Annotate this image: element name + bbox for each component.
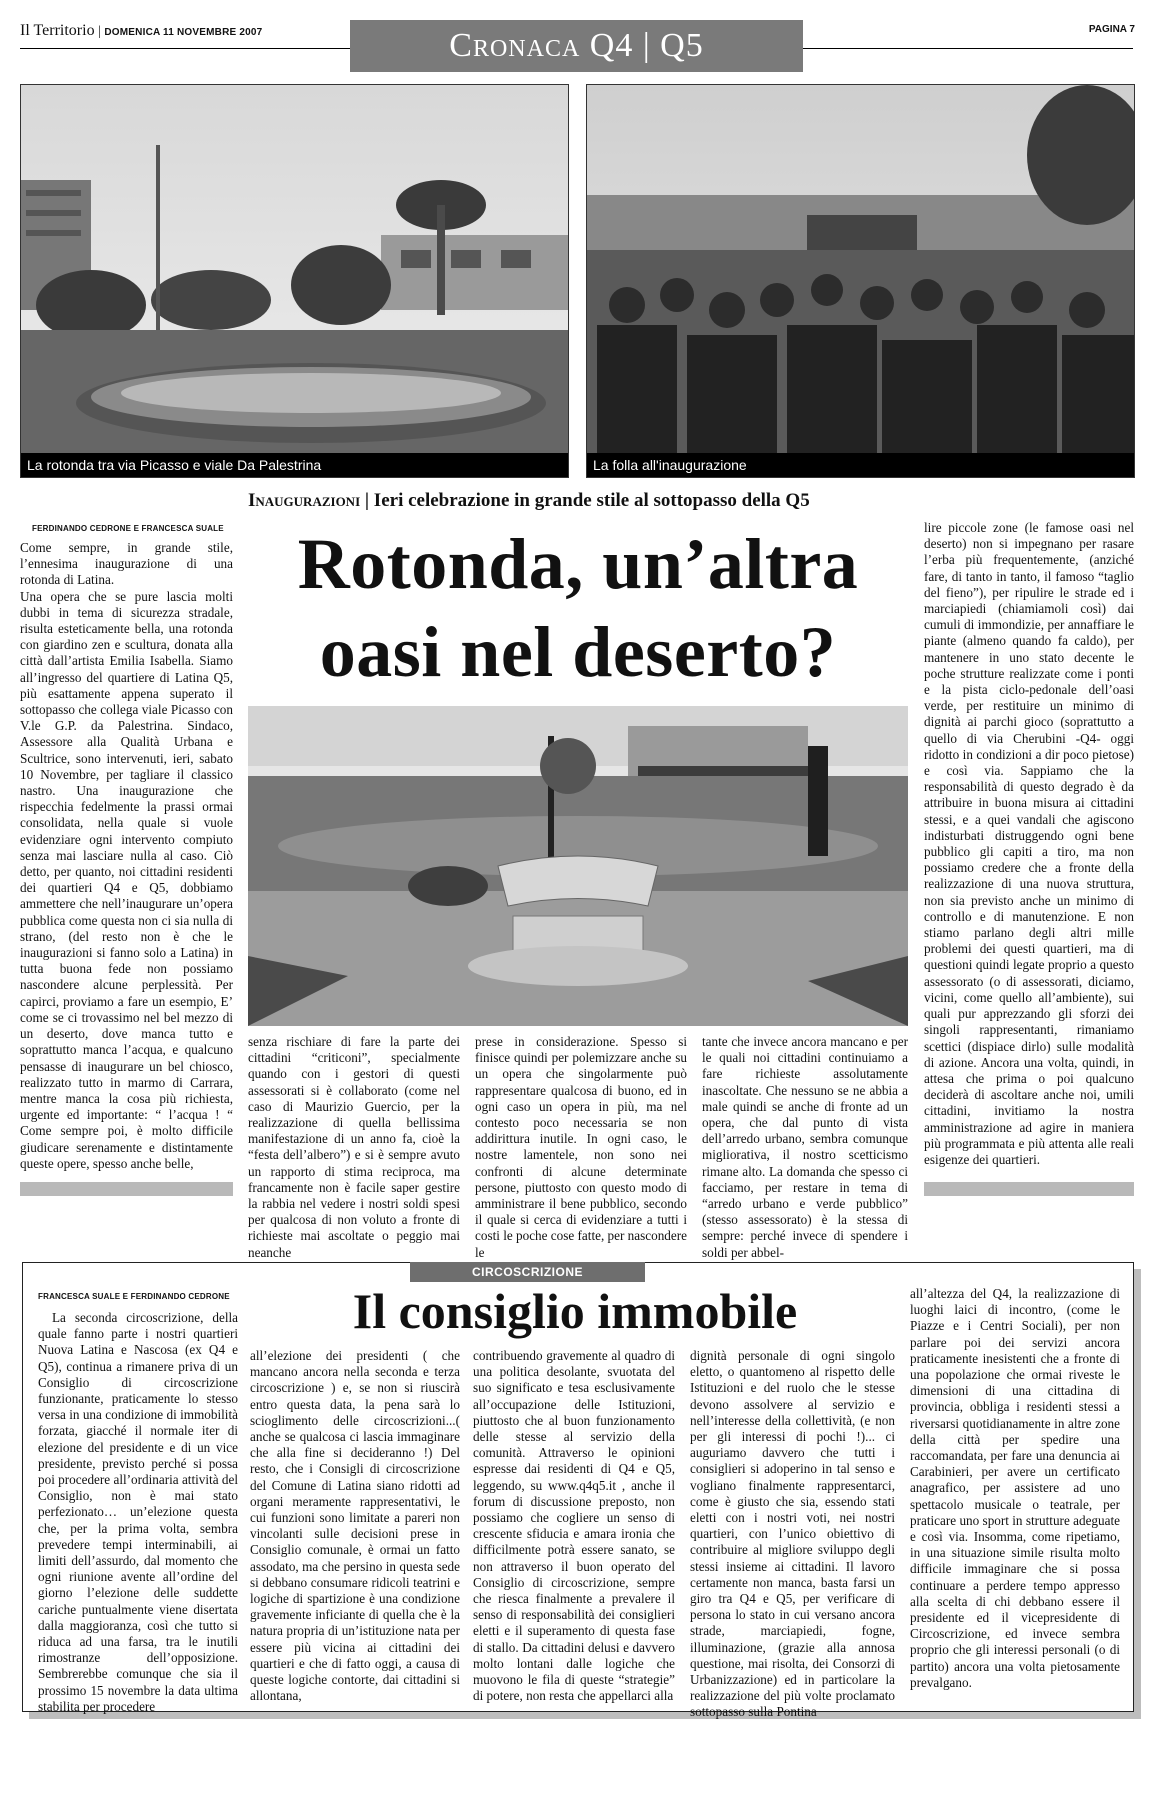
roundabout-image bbox=[21, 85, 568, 477]
article-column-3: prese in considerazione. Spesso si finisce quindi per polemizzare anche su un opera che singolarmente può rappresentare qualcosa di buono, ed in ogni caso un opera in più, ma nel contesto poco necessaria se non addirittura inutile. In ogni caso, le nostre lamentele, non sono nei confronti di alcune determinate persone, piuttosto con questo modo di amministrare il bene pubblico, secondo il quale si cerca di evidenziare a tutti i costi le poche cose fatte, per nascondere le bbox=[475, 1034, 687, 1260]
section-tag: CIRCOSCRIZIONE bbox=[410, 1262, 645, 1282]
kicker-label: Inaugurazioni bbox=[248, 490, 361, 511]
article-column-2: senza rischiare di fare la parte dei cittadini “criticoni”, specialmente quando con i gestori di questi assessorati si è collaborato (come nel caso di Maurizio Guercio, per la realizzazione di quella bellissima manifestazione di un anno fa, cioè la “festa dell’albero”) e si è sempre avuto un rapporto di stima reciproca, ma francamente non è facile saper gestire la rabbia nel vedere i nostri soldi spesi per qualcosa di non voluto a fronte di richieste mai ascoltate o peggio mai neanche bbox=[248, 1034, 460, 1260]
column-end-bar-left bbox=[20, 1182, 233, 1196]
article-column-4: tante che invece ancora mancano e per le quali noi cittadini continuiamo a fare richieste assolutamente inascoltate. Che nessuno se ne abbia a male quindi se anche di fronte ad un opera, che dal punto di vista dell’arredo urbano, sembra comunque migliorativa, il nostro scetticismo rimane alto. La domanda che spesso ci facciamo, per restare in tema di “arredo urbano e verde pubblico” (stesso assessorato) è la stessa di sempre: perché invece di spendere i soldi per abbel- bbox=[702, 1034, 908, 1260]
article2-column-2: all’elezione dei presidenti ( che mancano ancora nella seconda e terza circoscrizione ) e, se non si riuscirà entro questa data, la pena sarà lo scioglimento delle circoscrizioni...( anche se qualcosa ci lascia immaginare che alla fine si decideranno !) Del resto, che i Consigli di circoscrizione del Comune di Latina siano ridotti ad organi meramente rappresentativi, le cui funzioni sono limitate a pareri non vincolanti sulle decisioni prese in Consiglio comunale, è ormai un fatto assodato, ma che persino in questa sede si debbano consumare ridicoli teatrini e logiche di spartizione è una condizione gravemente inficiante di quella che è la natura propria di un’istituzione nata per essere più vicina ai cittadini dei quartieri e che di fatto oggi, a causa di queste logiche contorte, dai cittadini si allontana, bbox=[250, 1348, 460, 1704]
photo-sculpture bbox=[248, 706, 908, 1026]
article2-byline: FRANCESCA SUALE E FERDINANDO CEDRONE bbox=[38, 1292, 230, 1301]
photo-caption-left: La rotonda tra via Picasso e viale Da Palestrina bbox=[21, 453, 568, 477]
crowd-image bbox=[587, 85, 1134, 477]
issue-date: DOMENICA 11 NOVEMBRE 2007 bbox=[104, 27, 263, 38]
page-number: PAGINA 7 bbox=[1088, 24, 1135, 35]
article2-column-4: dignità personale di ogni singolo eletto, o quantomeno al rispetto delle Istituzioni e del ruolo che le stesse devono assolvere al servizio e nell’interesse della collettività, (e non per gli interessi di pochi !)... ci auguriamo davvero che tutti i consiglieri si adoperino in tal senso e vogliano finalmente rappresentarci, come è giusto che sia, essendo stati eletti con i nostri voti, nei nostri quartieri, con l’unico obiettivo di contribuire al migliore sviluppo degli stessi insieme ai cittadini. Il lavoro certamente non manca, basta farsi un giro tra Q4 e Q5, per verificare di persona lo stato in cui versano ancora strade, marciapiedi, fogne, illuminazione, (grazie alla annosa questione, mai risolta, dei Consorzi di Urbanizzazione) ed in particolare la realizzazione del più volte proclamato sottopasso sulla Pontina bbox=[690, 1348, 895, 1720]
article2-column-3: contribuendo gravemente al quadro di una politica desolante, svuotata del suo significato e tesa esclusivamente all’occupazione delle Istituzioni, piuttosto che al buon funzionamento delle stesse al servizio della comunità. Attraverso le opinioni espresse dai residenti di Q4 e Q5, leggendo, su www.q4q5.it , anche il forum di discussione preposto, non possiamo che cogliere un senso di crescente sfiducia e amara ironia che difficilmente potrà essere sanato, se non attraverso il buon operato del Consiglio di circoscrizione, sempre che riesca finalmente a prevalere il senso di responsabilità dei consiglieri eletti e il superamento di questa fase di stallo. Da cittadini delusi e davvero molto lontani dalle logiche che muovono le fila di queste “strategie” di potere, non resta che appellarci alla bbox=[473, 1348, 675, 1704]
article-column-5: lire piccole zone (le famose oasi nel deserto) non si impegnano per rasare l’erba più frequentemente, (anziché fare, di tanto in tanto, il famoso “taglio del fieno”), per ripulire le strade ed i marciapiedi (chiamiamoli così) dai cumuli di immondizie, per annaffiare le piante (almeno quando fa caldo), per mantenere in uno stato decente le poche strutture realizzate come i ponti e la pista ciclo-pedonale dell’oasi verde, per restituire un minimo di dignità ai parchi gioco (soprattutto a quello di via Cherubini -Q4- oggi ridotto in condizioni a dir poco pietose) e così via. Sappiamo che la responsabilità di questo degrado è da attribuire in buona misura ai cittadini stessi, e a quei vandali che agiscono indisturbati distruggendo ogni bene pubblico gli capiti a tiro, ma non possiamo credere che a fronte della realizzazione di una nuova struttura, non sia previsto anche un minimo di controllo e di manutenzione. E non stiamo parlano degli altri mille problemi dei questi quartieri, ma di questioni quindi legate proprio a questo assessorato (o di assessorati, diciamo, vicini, come quello all’ambiente), sui quali pur apprezzando gli sforzi dei singoli rappresentanti, rimaniamo scettici (dispiace dirlo) sulle modalità di azione. Ancora una volta, quindi, in attesa che prima o poi qualcuno deciderà di ascoltare anche noi, umili cittadini, invitiamo la nostra amministrazione ad agire in maniera più programmata e più attenta alle reali esigenze dei quartieri. bbox=[924, 520, 1134, 1167]
article-column-1: Come sempre, in grande stile, l’ennesima inaugurazione di una rotonda di Latina. Una opera che se pure lascia molti dubbi in tema di sicurezza stradale, risulta esteticamente bella, una rotonda con giardino zen e scultura, donata alla città dall’artista Emilia Isabella. Siamo all’ingresso del quartiere di Latina Q5, più esattamente appena superato il sottopasso che collega viale Picasso con V.le G.P. da Palestrina. Sindaco, Assessore alla Qualità Urbana e Scultrice, sono intervenuti, ieri, sabato 10 Novembre, per tagliare il classico nastro. Una inaugurazione che rispecchia fedelmente la prassi ormai consolidata, nella quale si vuole evidenziare ogni intervento compiuto senza mai lasciare nulla al caso. Ciò detto, per quanto, noi cittadini residenti dei quartieri Q4 e Q5, dobbiamo ammettere che nell’inaugurare un’opera pubblica come questa non ci sia nulla di strano, (del resto non è che le inaugurazioni si fanno solo a Latina) in tutta buona fede non possiamo nascondere alcune perplessità. Per capirci, proviamo a fare un esempio, E’ come se ci trovassimo nel bel mezzo di un deserto, dove manca tutto e soprattutto manca l’acqua, e qualcuno pensasse di inaugurare un bel chiosco, realizzato tutto in marmo di Carrara, mentre manca la cosa più richiesta, urgente ed importante: “ l’acqua ! “ Come sempre poi, è molto difficile giudicare serenamente e distintamente queste opere, spesso anche belle, bbox=[20, 540, 233, 1171]
photo-roundabout bbox=[20, 84, 569, 478]
photo-crowd bbox=[586, 84, 1135, 478]
section-title: Cronaca Q4 | Q5 bbox=[350, 20, 803, 72]
article2-headline: Il consiglio immobile bbox=[352, 1283, 798, 1339]
masthead bbox=[20, 22, 262, 40]
column-end-bar-right bbox=[924, 1182, 1134, 1196]
article-byline: FERDINANDO CEDRONE E FRANCESCA SUALE bbox=[32, 524, 224, 533]
article2-column-1: La seconda circoscrizione, della quale fanno parte i nostri quartieri Nuova Latina e Nascosa (ex Q4 e Q5), continua a rimanere priva di un Consiglio di circoscrizione funzionante, praticamente lo stesso versa in una condizione di immobilità forzata, giacché il normale iter di elezione del presidente e di un vice presidente, previsto perché si possa poi procedere all’ordinaria attività del Consiglio, non è mai stato perfezionato… un’elezione questa che, per la prima volta, sembra prevedere tempi interminabili, ai limiti dell’assurdo, dal momento che ogni riunione avente all’ordine del giorno l’elezione delle suddette cariche puntualmente viene disertata dalla maggioranza, così che tutto si riduca ad una farsa, tra le inutili rimostranze dell’opposizione. Sembrerebbe comunque che sia il prossimo 15 novembre la data ultima stabilita per procedere bbox=[38, 1310, 238, 1714]
article-headline: Rotonda, un’altra oasi nel deserto? bbox=[297, 524, 859, 692]
photo-caption-right: La folla all'inaugurazione bbox=[587, 453, 1134, 477]
article-kicker bbox=[248, 490, 810, 512]
header-rule-left bbox=[20, 48, 350, 49]
header-rule-right bbox=[803, 48, 1133, 49]
kicker-text: | Ieri celebrazione in grande stile al sottopasso della Q5 bbox=[360, 490, 810, 511]
sculpture-image bbox=[248, 706, 908, 1026]
paper-title: Il Territorio bbox=[20, 22, 95, 39]
masthead-separator: | bbox=[98, 24, 105, 39]
article2-column-5: all’altezza del Q4, la realizzazione di luoghi laici di incontro, (come le Piazze e i Centri Sociali), per non parlare poi dei servizi ancora praticamente inesistenti che a fronte di una popolazione che ormai riveste le dimensioni di una cittadina di provincia, obbliga i residenti stessi a riversarsi quotidianamente in altre zone della città per spedire una raccomandata, per fare una denuncia ai Carabinieri, per avere un certificato anagrafico, per assistere ad uno spettacolo musicale o teatrale, per praticare uno sport in strutture adeguate e così via. Insomma, come ripetiamo, in una situazione simile risulta molto difficile immaginare che si possa continuare a perdere tempo appresso alla scelta di chi debbano essere il presidente ed il vicepresidente di Circoscrizione, ed invece sembra proprio che gli interessi personali (o di partito) ancora una volta pietosamente prevalgano. bbox=[910, 1286, 1120, 1690]
